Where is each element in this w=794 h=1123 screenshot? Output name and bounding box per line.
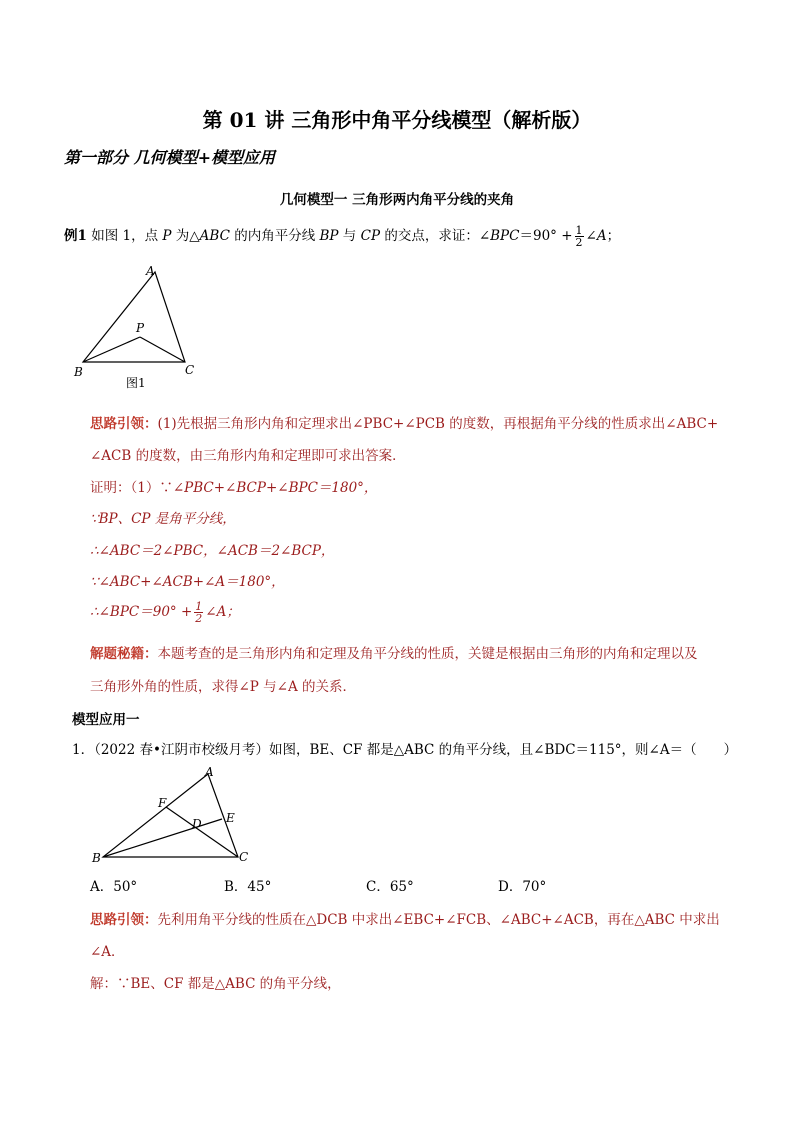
label-e: E xyxy=(226,811,235,825)
label-f: F xyxy=(158,796,167,810)
figure-1-caption: 图1 xyxy=(126,376,146,390)
secret-line-2: 三角形外角的性质，求得∠P 与∠A 的关系． xyxy=(90,679,357,695)
example-statement: 例1 如图 1，点 P 为△ABC 的内角平分线 BP 与 CP 的交点，求证：∠BPC＝90° + $\frac{1}{2}$ ∠A； xyxy=(64,224,621,249)
secret-label: 解题秘籍： xyxy=(90,646,158,662)
proof-line-1: 证明：（1）∵∠PBC+∠BCP+∠BPC＝180°， xyxy=(90,480,378,496)
solution-line-1: 解：∵BE、CF 都是△ABC 的角平分线， xyxy=(90,976,341,992)
triangle-abc xyxy=(83,272,185,362)
option-b: B．45° xyxy=(224,879,272,895)
question-1: 1．（2022 春•江阴市校级月考）如图，BE、CF 都是△ABC 的角平分线，且∠BDC＝115°，则∠A＝（ ） xyxy=(72,742,738,758)
hint-label: 思路引领： xyxy=(90,416,158,432)
segment-be xyxy=(103,819,222,857)
label-a: A xyxy=(146,264,155,278)
option-a: A．50° xyxy=(90,879,138,895)
hint-1-line-1: 思路引领：(1)先根据三角形内角和定理求出∠PBC+∠PCB 的度数，再根据角平分线的性质求出∠ABC+ xyxy=(90,416,719,432)
option-d: D．70° xyxy=(498,879,547,895)
label-b: B xyxy=(92,851,101,865)
hint-2-line-2: ∠A． xyxy=(90,944,125,960)
option-c: C．65° xyxy=(366,879,414,895)
label-c: C xyxy=(185,363,195,377)
proof-line-4: ∵∠ABC+∠ACB+∠A＝180°， xyxy=(90,574,285,590)
fraction: $\frac{1}{2}$ xyxy=(195,600,203,625)
label-c: C xyxy=(239,850,249,864)
example-label: 例1 xyxy=(64,228,87,244)
label-p: P xyxy=(136,321,145,335)
fraction: $\frac{1}{2}$ xyxy=(575,224,583,249)
label-a: A xyxy=(205,765,214,779)
proof-line-2: ∵BP、CP 是角平分线， xyxy=(90,511,236,527)
model-heading: 几何模型一 三角形两内角平分线的夹角 xyxy=(279,192,515,208)
part-heading: 第一部分 几何模型+模型应用 xyxy=(64,148,275,167)
proof-line-3: ∴∠ABC＝2∠PBC，∠ACB＝2∠BCP， xyxy=(90,543,335,559)
triangle-abc xyxy=(103,774,238,857)
segment-bp xyxy=(83,337,140,362)
figure-1-triangle xyxy=(70,262,210,392)
hint-1-line-2: ∠ACB 的度数，由三角形内角和定理即可求出答案． xyxy=(90,448,406,464)
page-title: 第 01 讲 三角形中角平分线模型（解析版） xyxy=(202,108,592,132)
application-heading: 模型应用一 xyxy=(72,712,140,728)
secret-line-1: 解题秘籍：本题考查的是三角形内角和定理及角平分线的性质，关键是根据由三角形的内角和定理以及 xyxy=(90,646,698,662)
figure-2-triangle xyxy=(88,762,258,870)
label-b: B xyxy=(74,365,83,379)
label-d: D xyxy=(192,817,202,831)
proof-line-5: ∴∠BPC＝90° + $\frac{1}{2}$ ∠A； xyxy=(90,600,240,625)
hint-label: 思路引领： xyxy=(90,912,158,928)
hint-2-line-1: 思路引领：先利用角平分线的性质在△DCB 中求出∠EBC+∠FCB、∠ABC+∠ACB，再在△ABC 中求出 xyxy=(90,912,720,928)
